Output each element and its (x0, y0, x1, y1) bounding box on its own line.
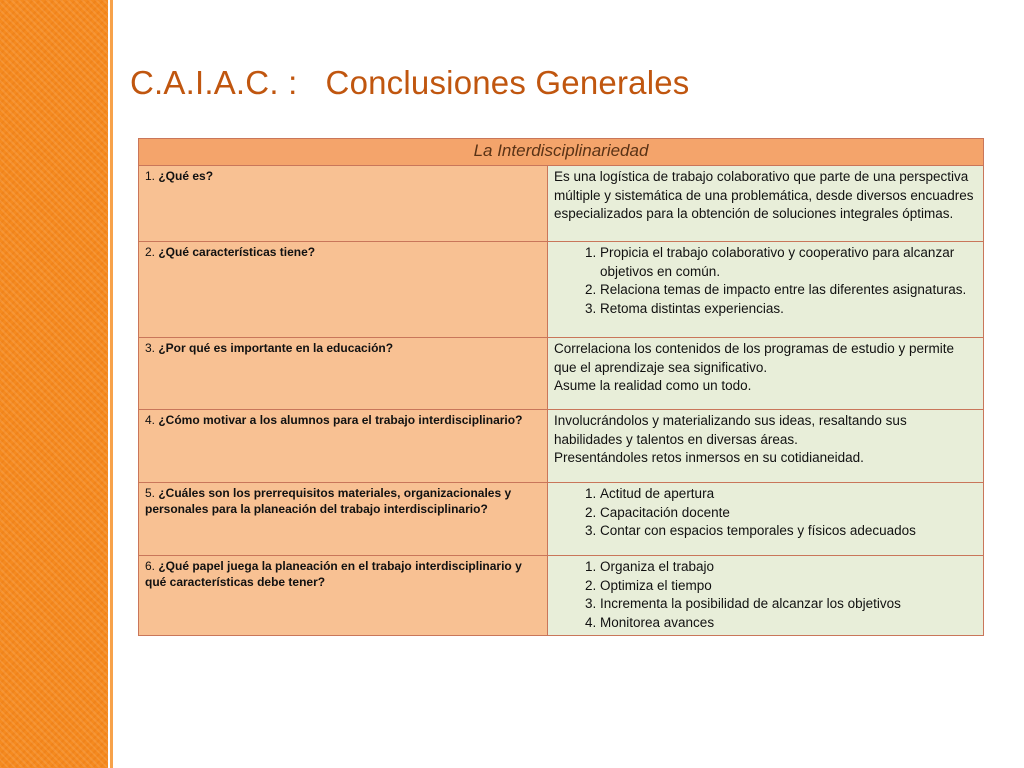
answer-paragraph: Asume la realidad como un todo. (554, 378, 752, 393)
question-cell (139, 483, 548, 556)
decorative-side-line (110, 0, 113, 768)
slide-title: C.A.I.A.C. : Conclusiones Generales (130, 64, 690, 101)
list-item: 3. Incrementa la posibilidad de alcanzar los objetivos (600, 595, 977, 614)
answer-cell (548, 483, 984, 556)
question-text: ¿Cómo motivar a los alumnos para el trabajo interdisciplinario? (158, 413, 523, 427)
table-header: La Interdisciplinariedad (139, 139, 984, 166)
answer-paragraph: Correlaciona los contenidos de los programas de estudio y permite que el aprendizaje sea significativo. (554, 341, 954, 375)
answer-paragraph: Presentándoles retos inmersos en su cotidianeidad. (554, 450, 864, 465)
question-cell (139, 556, 548, 636)
table-row (139, 556, 984, 636)
question-number: 5. (145, 486, 159, 500)
question-number: 4. (145, 413, 159, 427)
answer-cell (548, 338, 984, 410)
answer-cell (548, 242, 984, 338)
table-row (139, 338, 984, 410)
question-text: ¿Qué es? (158, 169, 214, 183)
question-text: ¿Qué papel juega la planeación en el trabajo interdisciplinario y qué características debe tener? (145, 559, 522, 589)
question-number: 6. (145, 559, 159, 573)
question-cell (139, 166, 548, 242)
answer-cell (548, 556, 984, 636)
question-cell (139, 410, 548, 483)
answer-list (554, 558, 977, 632)
decorative-side-bar (0, 0, 108, 768)
list-item: 3. Contar con espacios temporales y físicos adecuados (600, 522, 977, 541)
list-item: 1. Organiza el trabajo (600, 558, 977, 577)
list-item: 2. Relaciona temas de impacto entre las diferentes asignaturas. (600, 281, 977, 300)
question-number: 3. (145, 341, 159, 355)
list-item: 2. Capacitación docente (600, 504, 977, 523)
table-row (139, 483, 984, 556)
list-item: 3. Retoma distintas experiencias. (600, 300, 977, 319)
question-cell (139, 242, 548, 338)
table-row (139, 166, 984, 242)
list-item: 1. Actitud de apertura (600, 485, 977, 504)
conclusions-table (138, 138, 984, 636)
table-row (139, 242, 984, 338)
list-item: 4. Monitorea avances (600, 614, 977, 633)
question-text: ¿Por qué es importante en la educación? (158, 341, 394, 355)
answer-list (554, 244, 977, 318)
answer-cell (548, 166, 984, 242)
table-header-row (139, 139, 984, 166)
answer-cell (548, 410, 984, 483)
answer-paragraph: Es una logística de trabajo colaborativo que parte de una perspectiva múltiple y sistemática de una problemática, desde diversos encuadres especializados para la obtención de soluciones integrales óptimas. (554, 169, 974, 221)
list-item: 1. Propicia el trabajo colaborativo y cooperativo para alcanzar objetivos en común. (600, 244, 977, 281)
answer-list (554, 485, 977, 541)
question-cell (139, 338, 548, 410)
table-row (139, 410, 984, 483)
list-item: 2. Optimiza el tiempo (600, 577, 977, 596)
question-text: ¿Qué características tiene? (158, 245, 316, 259)
question-number: 1. (145, 169, 159, 183)
question-text: ¿Cuáles son los prerrequisitos materiales, organizacionales y personales para la planeación del trabajo interdisciplinario? (145, 486, 512, 516)
answer-paragraph: Involucrándolos y materializando sus ideas, resaltando sus habilidades y talentos en diversas áreas. (554, 413, 907, 447)
question-number: 2. (145, 245, 159, 259)
